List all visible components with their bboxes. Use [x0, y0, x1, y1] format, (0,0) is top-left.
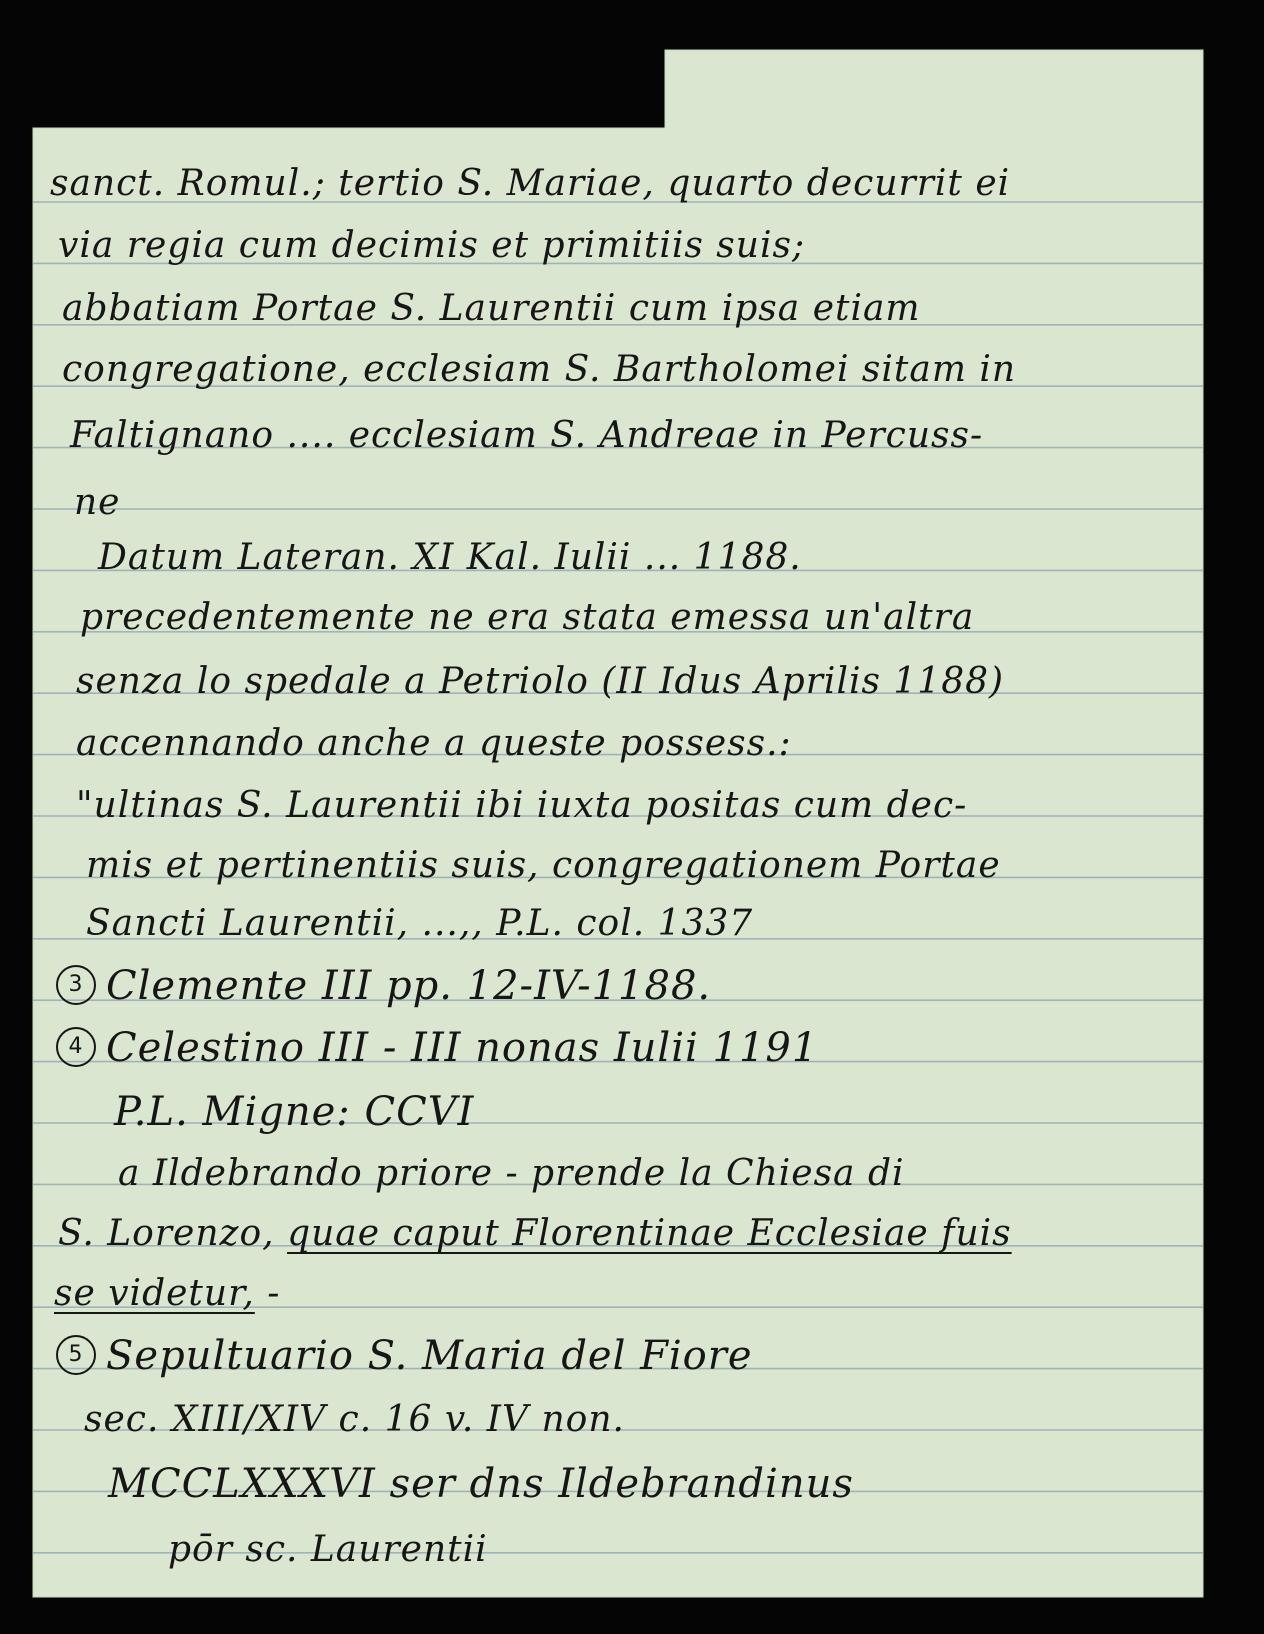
footnote-number: 4 — [56, 1027, 96, 1067]
note-line: a Ildebrando priore - prende la Chiesa di — [118, 1153, 905, 1194]
note-line: "ultinas S. Laurentii ibi iuxta positas cum dec- — [76, 785, 968, 826]
note-line: accennando anche a queste possess.: — [76, 723, 792, 764]
footnote-number: 3 — [56, 965, 96, 1005]
note-line: se videtur, - — [54, 1273, 281, 1314]
note-line: P.L. Migne: CCVI — [114, 1089, 475, 1135]
note-line: Sancti Laurentii, ...,, P.L. col. 1337 — [86, 903, 754, 944]
note-line: sec. XIII/XIV c. 16 v. IV non. — [84, 1399, 625, 1440]
underlined-quote: se videtur, — [54, 1273, 255, 1314]
note-line: S. Lorenzo, quae caput Florentinae Ecclesiae fuis — [58, 1213, 1012, 1254]
note-line: abbatiam Portae S. Laurentii cum ipsa etiam — [62, 288, 921, 329]
note-line: Datum Lateran. XI Kal. Iulii ... 1188. — [98, 537, 802, 578]
note-line: sanct. Romul.; tertio S. Mariae, quarto decurrit ei — [50, 163, 1011, 204]
note-line: MCCLXXXVI ser dns Ildebrandinus — [108, 1461, 854, 1507]
note-line: via regia cum decimis et primitiis suis; — [58, 225, 806, 266]
underlined-quote: quae caput Florentinae Ecclesiae fuis — [287, 1213, 1012, 1254]
note-line: Faltignano .... ecclesiam S. Andreae in Percuss- — [70, 415, 984, 456]
note-line: 5 Sepultuario S. Maria del Fiore — [56, 1336, 753, 1379]
footnote-number: 5 — [56, 1335, 96, 1375]
note-line: mis et pertinentiis suis, congregationem Portae — [86, 845, 1001, 886]
note-line: pōr sc. Laurentii — [168, 1529, 488, 1570]
note-line: 3 Clemente III pp. 12-IV-1188. — [56, 966, 711, 1009]
note-line: ne — [74, 482, 121, 523]
note-line: congregatione, ecclesiam S. Bartholomei sitam in — [62, 349, 1017, 390]
note-line: senza lo spedale a Petriolo (II Idus Aprilis 1188) — [76, 661, 1005, 702]
note-line: precedentemente ne era stata emessa un'altra — [80, 597, 975, 638]
note-line: 4 Celestino III - III nonas Iulii 1191 — [56, 1028, 818, 1071]
